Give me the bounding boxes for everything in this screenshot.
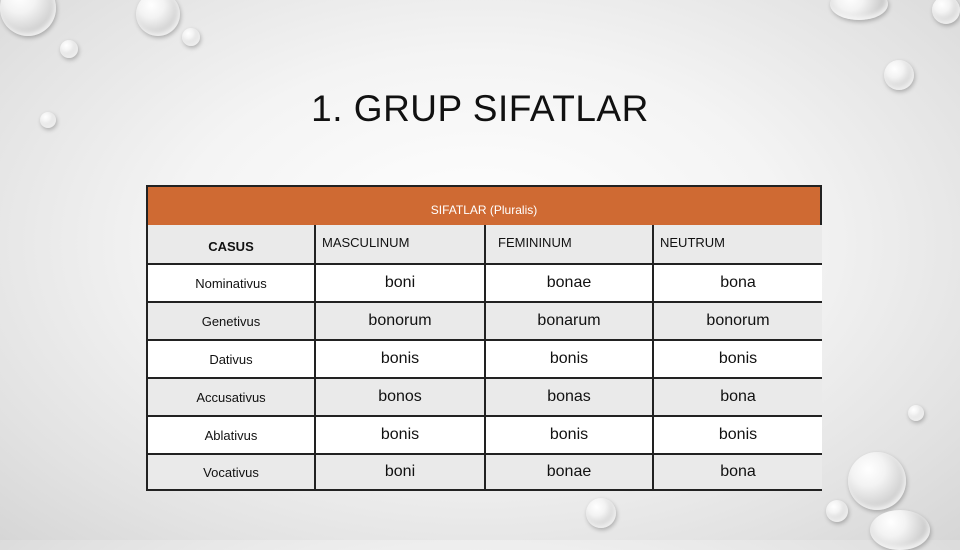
water-drop-decoration xyxy=(870,510,930,550)
table-cell: bona xyxy=(654,265,822,303)
water-drop-decoration xyxy=(182,28,200,46)
water-drop-decoration xyxy=(848,452,906,510)
table-cell: bona xyxy=(654,379,822,417)
table-cell: bonis xyxy=(316,341,486,379)
column-header-neutrum xyxy=(654,225,822,265)
slide-title: 1. GRUP SIFATLAR xyxy=(311,88,649,129)
table-cell: bonos xyxy=(316,379,486,417)
column-header-masculinum xyxy=(316,225,486,265)
row-case-label: Nominativus xyxy=(148,265,316,303)
table-caption: SIFATLAR (Pluralis) xyxy=(148,187,820,225)
table-cell: bonas xyxy=(486,379,654,417)
water-drop-decoration xyxy=(586,498,616,528)
table-cell: bonorum xyxy=(316,303,486,341)
column-header-label: CASUS xyxy=(208,238,254,254)
table-cell: bonis xyxy=(316,417,486,455)
table-cell: bonae xyxy=(486,265,654,303)
table-cell: bonarum xyxy=(486,303,654,341)
water-drop-decoration xyxy=(884,60,914,90)
table-cell: bonis xyxy=(654,341,822,379)
water-drop-decoration xyxy=(0,0,56,36)
table-cell: bonis xyxy=(654,417,822,455)
table-cell: bonae xyxy=(486,455,654,489)
table-cell: bonis xyxy=(486,417,654,455)
row-case-label: Ablativus xyxy=(148,417,316,455)
water-drop-decoration xyxy=(932,0,960,24)
row-case-label: Dativus xyxy=(148,341,316,379)
row-case-label: Accusativus xyxy=(148,379,316,417)
table-cell: bonis xyxy=(486,341,654,379)
table-cell: bona xyxy=(654,455,822,489)
table-cell: boni xyxy=(316,455,486,489)
water-drop-decoration xyxy=(60,40,78,58)
table-cell: bonorum xyxy=(654,303,822,341)
water-drop-decoration xyxy=(830,0,888,20)
column-header-label: FEMININUM xyxy=(498,235,572,250)
table-cell: boni xyxy=(316,265,486,303)
declension-table xyxy=(146,185,822,491)
water-drop-decoration xyxy=(826,500,848,522)
column-header-label: NEUTRUM xyxy=(660,235,725,250)
row-case-label: Genetivus xyxy=(148,303,316,341)
column-header-casus xyxy=(148,225,316,265)
row-case-label: Vocativus xyxy=(148,455,316,489)
water-drop-decoration xyxy=(908,405,924,421)
water-drop-decoration xyxy=(136,0,180,36)
column-header-label: MASCULINUM xyxy=(322,235,410,250)
column-header-femininum xyxy=(486,225,654,265)
